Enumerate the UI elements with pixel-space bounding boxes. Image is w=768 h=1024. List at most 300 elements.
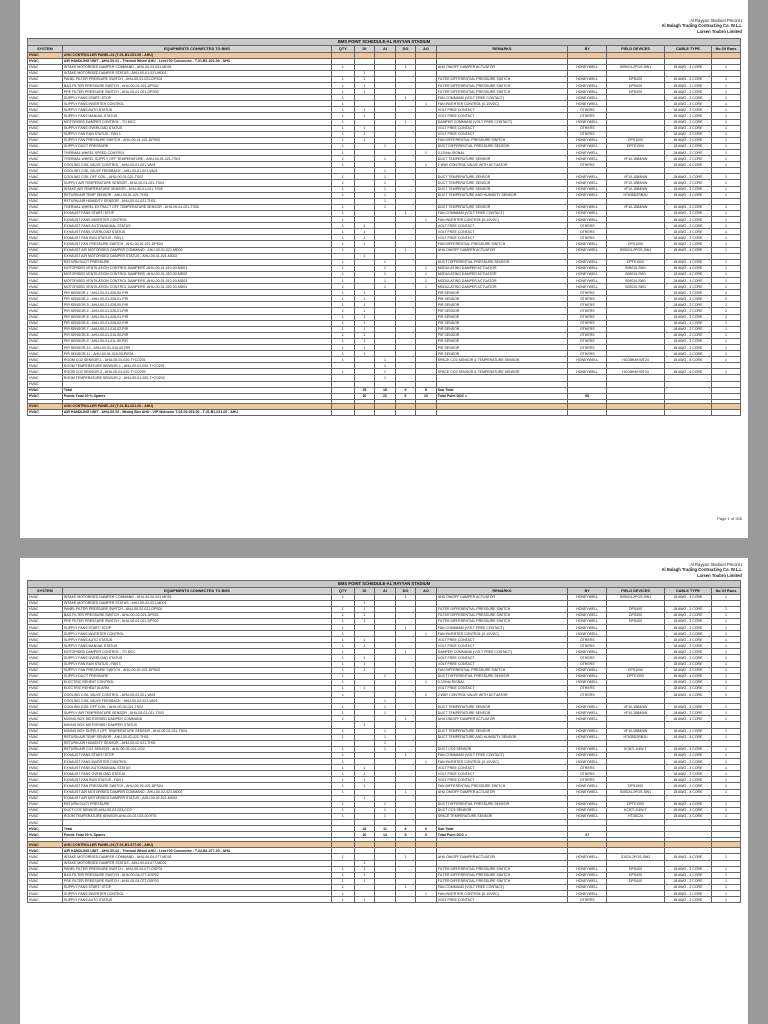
table-cell: 1: [375, 143, 396, 149]
table-cell: HVAC: [28, 854, 63, 860]
table-cell: VOLT FREE CONTACT: [436, 771, 567, 777]
column-header: FIELD DEVICES: [607, 588, 665, 595]
table-cell: HVAC: [28, 210, 63, 216]
table-cell: 18 AWG - 2 CORE: [664, 150, 711, 156]
table-cell: 18 AWG - 4 CORE: [664, 259, 711, 265]
table-cell: FILTER DIFFERENTIAL PRESSURE SWITCH: [436, 89, 567, 95]
table-cell: 68: [568, 393, 607, 399]
column-header: SYSTEM: [28, 588, 63, 595]
table-cell: HONEYWELL: [568, 789, 607, 795]
table-cell: AHU CONTROLLER PANEL-03 (T-01-B1-077-00 - AHU): [62, 842, 331, 848]
table-cell: VOLT FREE CONTACT: [436, 223, 567, 229]
table-cell: 1: [354, 223, 375, 229]
table-cell: VOLT FREE CONTACT: [436, 235, 567, 241]
table-cell: 6: [416, 826, 437, 832]
column-header: No Of Runs: [712, 46, 741, 53]
table-cell: 1: [712, 685, 741, 691]
table-cell: 1: [712, 223, 741, 229]
table-cell: THERMAL WHEEL SPEED CONTROL: [62, 150, 331, 156]
table-cell: 1: [332, 618, 355, 624]
table-cell: MODULATING DAMPER ACTUATOR: [436, 265, 567, 271]
table-cell: 18 AWG - 2 CORE: [664, 217, 711, 223]
table-cell: HONEYWELL: [568, 667, 607, 673]
table-cell: 1: [712, 771, 741, 777]
table-cell: HVAC: [28, 393, 63, 399]
table-cell: 1: [712, 734, 741, 740]
bms-point-table: [27, 38, 741, 416]
table-cell: [568, 409, 607, 415]
table-cell: 18 AWG - 2 CORE: [664, 813, 711, 819]
table-cell: OTHERS: [568, 692, 607, 698]
table-cell: 0-10Vdc SIGNAL: [436, 679, 567, 685]
table-cell: 1: [332, 866, 355, 872]
table-cell: EXHAUST FAN PRESSURE SWITCH - AHU-00-02-021-DPS04: [62, 783, 331, 789]
table-cell: 18 AWG - 2 CORE: [664, 326, 711, 332]
table-cell: FAN DIFFERENTIAL PRESSURE SWITCH: [436, 667, 567, 673]
table-cell: 18 AWG - 6 CORE: [664, 692, 711, 698]
table-cell: OTHERS: [568, 302, 607, 308]
table-cell: VF10-1B84NW: [607, 156, 665, 162]
table-cell: 1: [354, 860, 375, 866]
table-cell: MOTORISED VENTILATION CONTROL DAMPERS -AHU-00-01-010-00-MD01: [62, 265, 331, 271]
table-cell: HVAC: [28, 64, 63, 70]
table-cell: SUPPLY FAN RUN STATUS - FAN 1: [62, 661, 331, 667]
table-cell: 1: [332, 223, 355, 229]
table-cell: 1: [354, 795, 375, 801]
table-cell: 1: [332, 679, 355, 685]
table-cell: DUCT TEMPERATURE SENSOR: [436, 710, 567, 716]
table-cell: PRE FILTER PRESSURE SWITCH - AHU-00-04-077-DSP03: [62, 878, 331, 884]
table-cell: OTHERS: [568, 131, 607, 137]
table-cell: 1: [354, 345, 375, 351]
table-cell: 1: [354, 618, 375, 624]
table-cell: HONEYWELL: [568, 710, 607, 716]
table-cell: HVAC: [28, 101, 63, 107]
table-cell: 1: [712, 704, 741, 710]
table-cell: 1: [354, 783, 375, 789]
table-cell: 1: [354, 107, 375, 113]
table-cell: 1: [332, 210, 355, 216]
table-cell: [375, 409, 396, 415]
table-cell: 1: [332, 710, 355, 716]
table-cell: 2: [712, 290, 741, 296]
table-cell: HONEYWELL: [568, 277, 607, 283]
table-cell: SPACE TEMPERATURE SENSOR: [436, 813, 567, 819]
table-cell: SUPPLY FAN PRESSURE SWITCH - AHU-00-01-021-DPS03: [62, 137, 331, 143]
table-cell: 1: [375, 357, 396, 363]
table-cell: [436, 409, 567, 415]
table-cell: 1: [712, 878, 741, 884]
table-cell: 18 AWG - 2 CORE: [664, 891, 711, 897]
table-cell: INTAKE MOTORISED DAMPER COMMAND - AHU-00-02-021-MD01: [62, 594, 331, 600]
table-cell: HVAC: [28, 765, 63, 771]
table-cell: 1: [712, 82, 741, 88]
table-cell: 1: [354, 302, 375, 308]
table-cell: 1: [354, 131, 375, 137]
table-cell: 6: [395, 826, 416, 832]
header-line-2: Al Balagh Trading Contracting Co. W.L.L: [661, 567, 742, 573]
table-cell: 18 AWG - 6 CORE: [664, 357, 711, 363]
table-cell: 18 AWG - 4 CORE: [664, 807, 711, 813]
table-cell: HONEYWELL: [568, 64, 607, 70]
table-cell: THERMAL WHEEL EXTRACT OFF TEMPERATURE SENSOR - AHU-00-01-021-TS06: [62, 204, 331, 210]
table-cell: HVAC: [28, 58, 63, 64]
table-cell: OTHERS: [568, 320, 607, 326]
table-cell: HVAC: [28, 174, 63, 180]
table-cell: OTHERS: [568, 107, 607, 113]
table-cell: 1: [375, 204, 396, 210]
table-cell: 1: [332, 655, 355, 661]
table-cell: HVAC: [28, 345, 63, 351]
table-cell: VOLT FREE CONTACT: [436, 897, 567, 903]
table-cell: 1: [395, 752, 416, 758]
table-cell: HVAC: [28, 217, 63, 223]
table-cell: HVAC: [28, 813, 63, 819]
table-cell: Total: [62, 387, 331, 393]
table-cell: FAN COMMAND (VOLT FREE CONTACT): [436, 624, 567, 630]
table-cell: 1: [332, 673, 355, 679]
table-cell: 18 AWG - 2 CORE: [664, 351, 711, 357]
table-cell: HVAC: [28, 692, 63, 698]
table-cell: 18 AWG - 4 CORE: [664, 716, 711, 722]
table-cell: 1: [395, 247, 416, 253]
table-cell: HVAC: [28, 704, 63, 710]
table-cell: HVAC: [28, 795, 63, 801]
table-cell: 1: [354, 113, 375, 119]
table-cell: DUCT DIFFERENTIAL PRESSURE SENSOR: [436, 259, 567, 265]
table-cell: HONEYWELL: [568, 807, 607, 813]
table-cell: 1: [712, 119, 741, 125]
table-cell: SUPPLY FANS START/ STOP: [62, 884, 331, 890]
table-cell: 1: [354, 320, 375, 326]
table-cell: 1: [332, 624, 355, 630]
table-cell: HVAC: [28, 848, 63, 854]
table-cell: 1: [354, 82, 375, 88]
table-cell: 18 AWG - 2 CORE: [664, 82, 711, 88]
table-cell: HVAC: [28, 403, 63, 409]
table-cell: 6: [395, 393, 416, 399]
table-cell: 1: [354, 661, 375, 667]
table-cell: 1: [712, 357, 741, 363]
table-cell: 1: [332, 186, 355, 192]
table-cell: 1: [712, 338, 741, 344]
table-cell: SUPPLY FANS START/ STOP: [62, 95, 331, 101]
table-cell: HVAC: [28, 842, 63, 848]
table-cell: MIXING BOX MOTORISED DAMPER COMMAND: [62, 716, 331, 722]
table-cell: 1: [332, 704, 355, 710]
table-cell: HONEYWELL: [568, 734, 607, 740]
table-cell: HONEYWELL: [568, 872, 607, 878]
table-cell: HVAC: [28, 679, 63, 685]
table-cell: MOTORISED DAMPER CONTROL - TO MCC: [62, 119, 331, 125]
table-cell: 18 AWG - 2 CORE: [664, 631, 711, 637]
table-cell: 2: [712, 308, 741, 314]
table-cell: RETURN AIR CO2 SENSOR - AHU-00-02-021-CO2: [62, 746, 331, 752]
table-cell: 1: [354, 351, 375, 357]
table-cell: OTHERS: [568, 162, 607, 168]
table-cell: S05010-SW1: [607, 277, 665, 283]
table-cell: 1: [375, 807, 396, 813]
table-cell: 1: [332, 320, 355, 326]
table-cell: HVAC: [28, 131, 63, 137]
table-cell: 1: [332, 174, 355, 180]
table-cell: FAN COMMAND (VOLT FREE CONTACT): [436, 752, 567, 758]
table-cell: PIR SENSOR-7 - AHU-00-01-010-02-PIR: [62, 326, 331, 332]
table-cell: 1: [332, 101, 355, 107]
table-cell: 1: [354, 332, 375, 338]
table-cell: DUCT TEMPERATURE AND HUMIDITY SENSOR: [436, 192, 567, 198]
table-cell: FAN INVERTER CONTROL (0-10VDC): [436, 631, 567, 637]
table-cell: HVAC: [28, 357, 63, 363]
header-line-3: Larsen Toubro Limited: [696, 572, 742, 578]
table-cell: 1: [712, 854, 741, 860]
table-cell: PANEL FILTER PRESSURE SWITCH - AHU-00-02-021-DPS01: [62, 606, 331, 612]
table-cell: HONEYWELL: [568, 284, 607, 290]
table-cell: HVAC: [28, 253, 63, 259]
table-cell: HONEYWELL: [568, 89, 607, 95]
table-cell: 1: [375, 198, 396, 204]
table-cell: AHU ON/OFF DAMPER ACTUATOR: [436, 247, 567, 253]
table-cell: OTHERS: [568, 655, 607, 661]
table-cell: HVAC: [28, 265, 63, 271]
table-cell: 1: [712, 101, 741, 107]
table-cell: FAN COMMAND (VOLT FREE CONTACT): [436, 884, 567, 890]
table-cell: MOTORISED VENTILATION CONTROL DAMPERS -AHU-00-01-010-00-MD02: [62, 271, 331, 277]
table-cell: Sub Total: [436, 387, 567, 393]
table-cell: 1: [332, 728, 355, 734]
table-cell: 1: [712, 612, 741, 618]
table-cell: VOLT FREE CONTACT: [436, 661, 567, 667]
header-line-2: Al Balagh Trading Contracting Co. W.L.L: [661, 23, 742, 29]
table-cell: DPS400: [607, 866, 665, 872]
table-cell: 18 AWG - 4 CORE: [664, 277, 711, 283]
table-cell: 1: [712, 783, 741, 789]
table-cell: 1: [395, 649, 416, 655]
table-cell: 1: [332, 265, 355, 271]
table-cell: 1: [375, 265, 396, 271]
table-cell: FAN INVERTER CONTROL (0-10VDC): [436, 217, 567, 223]
table-cell: VOLT FREE CONTACT: [436, 765, 567, 771]
table-cell: 18 AWG - 2 CORE: [664, 655, 711, 661]
table-cell: COOLING COIL VALVE CONTROL - AHU-00-02-021-VA01: [62, 692, 331, 698]
table-cell: VF10-1B84NW: [607, 180, 665, 186]
table-cell: 1: [712, 204, 741, 210]
table-cell: 1: [332, 89, 355, 95]
table-cell: 1: [712, 746, 741, 752]
table-cell: 1: [332, 113, 355, 119]
table-cell: HVAC: [28, 624, 63, 630]
table-cell: 1: [332, 771, 355, 777]
table-cell: HVAC: [28, 82, 63, 88]
table-cell: 18 AWG - 2 CORE: [664, 897, 711, 903]
table-cell: 18 AWG - 4 CORE: [664, 854, 711, 860]
table-cell: HONEYWELL: [568, 143, 607, 149]
table-cell: 1: [354, 125, 375, 131]
table-cell: HONEYWELL: [568, 612, 607, 618]
table-cell: 1: [332, 777, 355, 783]
table-cell: PANEL FILTER PRESSURE SWITCH - AHU-00-01-021-DPS01: [62, 76, 331, 82]
table-cell: 1: [332, 649, 355, 655]
table-cell: HONEYWELL: [568, 119, 607, 125]
table-cell: HONEYWELL: [568, 854, 607, 860]
table-cell: HONEYWELL: [568, 265, 607, 271]
table-cell: DUCT DIFFERENTIAL PRESSURE SENSOR: [436, 801, 567, 807]
table-cell: 1: [332, 734, 355, 740]
table-cell: DUCT DIFFERENTIAL PRESSURE SENSOR: [436, 673, 567, 679]
table-cell: OTHERS: [568, 661, 607, 667]
table-cell: 1: [416, 759, 437, 765]
page-number: Page 1 of 335: [717, 516, 742, 521]
column-header: DO: [395, 46, 416, 53]
header-line-1: Al Rayyan Stadium Precinct: [690, 562, 742, 567]
table-cell: 1: [332, 131, 355, 137]
table-cell: HVAC: [28, 661, 63, 667]
table-cell: VOLT FREE CONTACT: [436, 229, 567, 235]
table-cell: HVAC: [28, 223, 63, 229]
table-cell: HVAC: [28, 740, 63, 746]
table-cell: HONEYWELL: [568, 624, 607, 630]
table-cell: EXHAUST FANS START/ STOP: [62, 210, 331, 216]
table-cell: 18 AWG - 4 CORE: [664, 265, 711, 271]
column-header: QTY: [332, 588, 355, 595]
column-header: CABLE TYPE: [664, 588, 711, 595]
table-cell: VOLT FREE CONTACT: [436, 113, 567, 119]
table-cell: 1: [712, 728, 741, 734]
table-cell: 1: [712, 180, 741, 186]
unit-header-row: [28, 409, 741, 415]
table-cell: COOLING COIL OFF COIL - AHU-00-02-021-TS02: [62, 704, 331, 710]
table-cell: DUCT TEMPERATURE SENSOR: [436, 204, 567, 210]
table-cell: 18 AWG - 2 CORE: [664, 204, 711, 210]
table-cell: 18 AWG - 2 CORE: [664, 95, 711, 101]
table-cell: 18 AWG - 2 CORE: [664, 296, 711, 302]
table-cell: HVAC: [28, 326, 63, 332]
table-cell: 1: [416, 692, 437, 698]
table-cell: HONEYWELL: [568, 186, 607, 192]
table-cell: HVAC: [28, 832, 63, 838]
table-cell: 1: [354, 655, 375, 661]
table-cell: 1: [354, 296, 375, 302]
table-cell: 1: [375, 259, 396, 265]
table-cell: 1: [332, 692, 355, 698]
table-cell: 1: [395, 884, 416, 890]
table-cell: 1: [332, 229, 355, 235]
table-cell: 1: [712, 125, 741, 131]
table-cell: 1: [712, 606, 741, 612]
table-cell: 1: [395, 210, 416, 216]
table-cell: 1: [712, 673, 741, 679]
table-cell: 1: [332, 137, 355, 143]
table-cell: HONEYWELL: [568, 631, 607, 637]
table-cell: 0-10Vdc SIGNAL: [436, 150, 567, 156]
table-cell: HONEYWELL: [568, 76, 607, 82]
table-cell: 1: [354, 667, 375, 673]
table-cell: 18 AWG - 2 CORE: [664, 119, 711, 125]
table-cell: 1: [375, 180, 396, 186]
table-cell: FAN INVERTER CONTROL (0-10VDC): [436, 101, 567, 107]
table-cell: HVAC: [28, 338, 63, 344]
table-cell: 1: [332, 752, 355, 758]
schedule-title: BMS POINT SCHEDULE-AL RAYYAN STADIUM: [28, 581, 741, 588]
table-cell: 1: [375, 363, 396, 369]
table-cell: OTHERS: [568, 113, 607, 119]
table-cell: 1: [416, 679, 437, 685]
table-cell: INTAKE MOTORISED DAMPER STATUS - AHU-00-01-021-MD01: [62, 70, 331, 76]
table-cell: SPACE CO2 SENSOR & TEMPERATURE SENSOR: [436, 369, 567, 375]
table-cell: 1: [354, 253, 375, 259]
table-cell: EXHAUST FANS INVERTER CONTROL: [62, 759, 331, 765]
table-cell: 18 AWG - 2 CORE: [664, 156, 711, 162]
table-cell: 18 AWG - 2 CORE: [664, 618, 711, 624]
table-cell: HVAC: [28, 284, 63, 290]
table-cell: 1: [332, 217, 355, 223]
table-cell: MIXING BOX SUPPLY OFF TEMPERATURE SENSOR - AHU-00-02-021-TS04: [62, 728, 331, 734]
table-cell: 1: [712, 692, 741, 698]
table-cell: 1: [712, 594, 741, 600]
table-cell: 18 AWG - 2 CORE: [664, 113, 711, 119]
table-cell: PIR SENSOR: [436, 308, 567, 314]
table-cell: DUCT TEMPERATURE SENSOR: [436, 156, 567, 162]
table-cell: 30: [354, 393, 375, 399]
table-cell: 1: [395, 95, 416, 101]
table-cell: 1: [332, 854, 355, 860]
table-cell: HVAC: [28, 746, 63, 752]
table-cell: SUPPLY FANS MANUAL STATUS: [62, 113, 331, 119]
table-cell: S05010-SW1: [607, 284, 665, 290]
table-cell: S05024-2POS-SW1: [607, 64, 665, 70]
table-cell: PIR SENSOR-3 - AHU-00-01-026-00-PIR: [62, 302, 331, 308]
table-cell: 1: [332, 326, 355, 332]
table-cell: HONEYWELL: [568, 878, 607, 884]
table-cell: 1: [354, 643, 375, 649]
table-cell: HVAC: [28, 789, 63, 795]
table-cell: 1: [354, 612, 375, 618]
table-cell: HONEYWELL: [568, 137, 607, 143]
table-cell: HVAC: [28, 752, 63, 758]
table-cell: EXHAUST FANS OVERLOAD STATUS: [62, 229, 331, 235]
table-cell: 1: [354, 308, 375, 314]
table-cell: COOLING COIL OFF COIL - AHU-00-01-021-TS02: [62, 174, 331, 180]
table-cell: 1: [712, 210, 741, 216]
table-cell: 1: [712, 277, 741, 283]
table-cell: VOLT FREE CONTACT: [436, 107, 567, 113]
table-cell: PIR SENSOR: [436, 290, 567, 296]
table-body: [28, 594, 741, 903]
table-cell: SUPPLY AIR TEMPERATURE SENSOR - AHU-00-02-021-TS03: [62, 710, 331, 716]
table-cell: VF10-1B84NW: [607, 204, 665, 210]
table-cell: 11: [375, 826, 396, 832]
table-cell: HVAC: [28, 860, 63, 866]
table-cell: DUCT TEMPERATURE AND HUMIDITY SENSOR: [436, 734, 567, 740]
table-cell: 1: [354, 777, 375, 783]
table-cell: PIR SENSOR-1 - AHU-00-01-026-00-PIR: [62, 290, 331, 296]
table-cell: HONEYWELL: [568, 101, 607, 107]
table-cell: HONEYWELL: [568, 369, 607, 375]
table-cell: 1: [375, 746, 396, 752]
table-cell: FAN INVERTER CONTROL (0-10VDC): [436, 891, 567, 897]
table-cell: 18 AWG - 4 CORE: [664, 734, 711, 740]
table-cell: SUPPLY FAN RUN STATUS - FAN 1: [62, 131, 331, 137]
table-cell: 1: [712, 801, 741, 807]
column-header: EQUIPMENTS CONNECTED TO BMS: [62, 46, 331, 53]
table-cell: 1: [712, 241, 741, 247]
table-cell: 1: [332, 612, 355, 618]
table-cell: OTHERS: [568, 223, 607, 229]
table-cell: 1: [354, 229, 375, 235]
table-cell: 18 AWG - 2 CORE: [664, 783, 711, 789]
table-cell: PRE FILTER PRESSURE SWITCH - AHU-00-01-021-DPS03: [62, 89, 331, 95]
table-cell: 1: [395, 594, 416, 600]
